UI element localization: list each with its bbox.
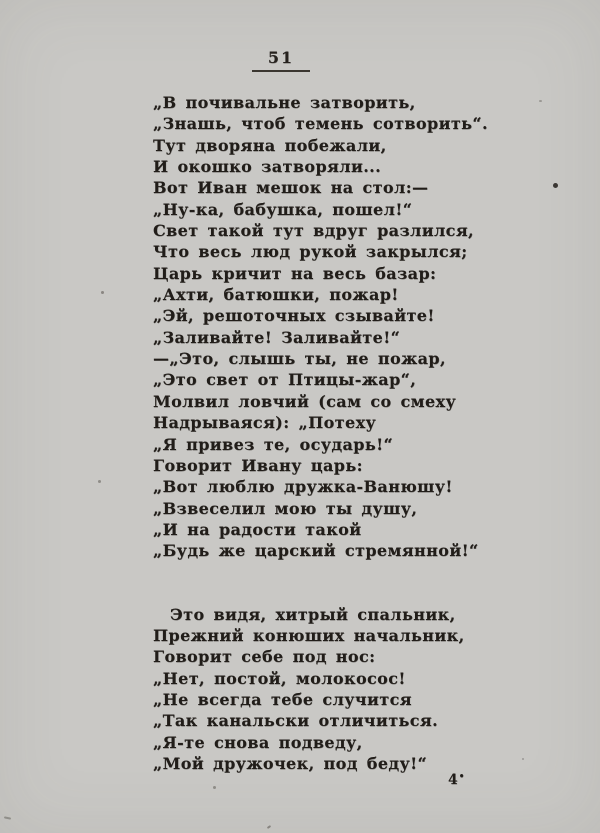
scan-speck — [553, 183, 558, 188]
scan-speck — [539, 100, 542, 102]
poem-line: „В почивальне затворить, — [153, 93, 416, 112]
poem — [153, 92, 488, 774]
poem-line: „Мой дружочек, под беду!“ — [153, 753, 428, 773]
poem-line: „И на радости такой — [153, 519, 362, 539]
poem-line: „Знашь, чтоб темень сотворить“. — [153, 114, 488, 134]
poem-line: Говорит себе под нос: — [153, 647, 376, 667]
poem-line: Молвил ловчий (сам со смеху — [153, 391, 457, 411]
poem-line: Это видя, хитрый спальник, — [170, 604, 456, 624]
poem-line: „Вот люблю дружка-Ванюшу! — [153, 477, 453, 497]
poem-line: „Заливайте! Заливайте!“ — [153, 327, 401, 347]
poem-line: Что весь люд рукой закрылся; — [153, 242, 468, 262]
poem-line: Царь кричит на весь базар: — [153, 263, 437, 283]
scan-speck — [267, 825, 271, 829]
signature-number: 4 — [448, 772, 458, 788]
header-rule — [252, 70, 310, 72]
page-header — [238, 48, 324, 72]
poem-line: „Не всегда тебе случится — [153, 689, 412, 709]
poem-line: „Я привез те, осударь!“ — [153, 434, 394, 454]
poem-line: „Взвеселил мою ты душу, — [153, 498, 418, 518]
poem-line: „Я-те снова подведу, — [153, 732, 363, 752]
poem-line: „Ахти, батюшки, пожар! — [153, 285, 399, 305]
poem-line: И окошко затворяли... — [153, 157, 382, 177]
poem-line: Надрываяся): „Потеху — [153, 413, 377, 433]
poem-line: „Так канальски отличиться. — [153, 711, 439, 731]
poem-line: Вот Иван мешок на стол:— — [153, 178, 429, 198]
scan-speck — [98, 480, 101, 483]
scan-speck — [522, 758, 524, 760]
poem-line: „Будь же царский стремянной!“ — [153, 541, 479, 561]
poem-line: Говорит Ивану царь: — [153, 455, 363, 475]
scan-speck — [213, 786, 216, 789]
scan-speck — [101, 291, 104, 294]
scan-speck — [4, 816, 11, 819]
signature-mark — [448, 772, 465, 788]
stanza-2 — [153, 604, 488, 775]
poem-line: „Это свет от Птицы-жар“, — [153, 370, 417, 390]
poem-line: —„Это, слышь ты, не пожар, — [153, 349, 446, 369]
poem-line: Тут дворяна побежали, — [153, 135, 387, 155]
poem-line: „Ну-ка, бабушка, пошел!“ — [153, 199, 413, 219]
poem-line: „Эй, решоточных сзывайте! — [153, 306, 435, 326]
page-number: 51 — [267, 48, 295, 67]
poem-line: „Нет, постой, молокосос! — [153, 668, 406, 688]
signature-star: • — [458, 772, 465, 782]
stanza-1 — [153, 92, 488, 562]
poem-line: Свет такой тут вдруг разлился, — [153, 221, 475, 241]
poem-line: Прежний конюших начальник, — [153, 625, 465, 645]
